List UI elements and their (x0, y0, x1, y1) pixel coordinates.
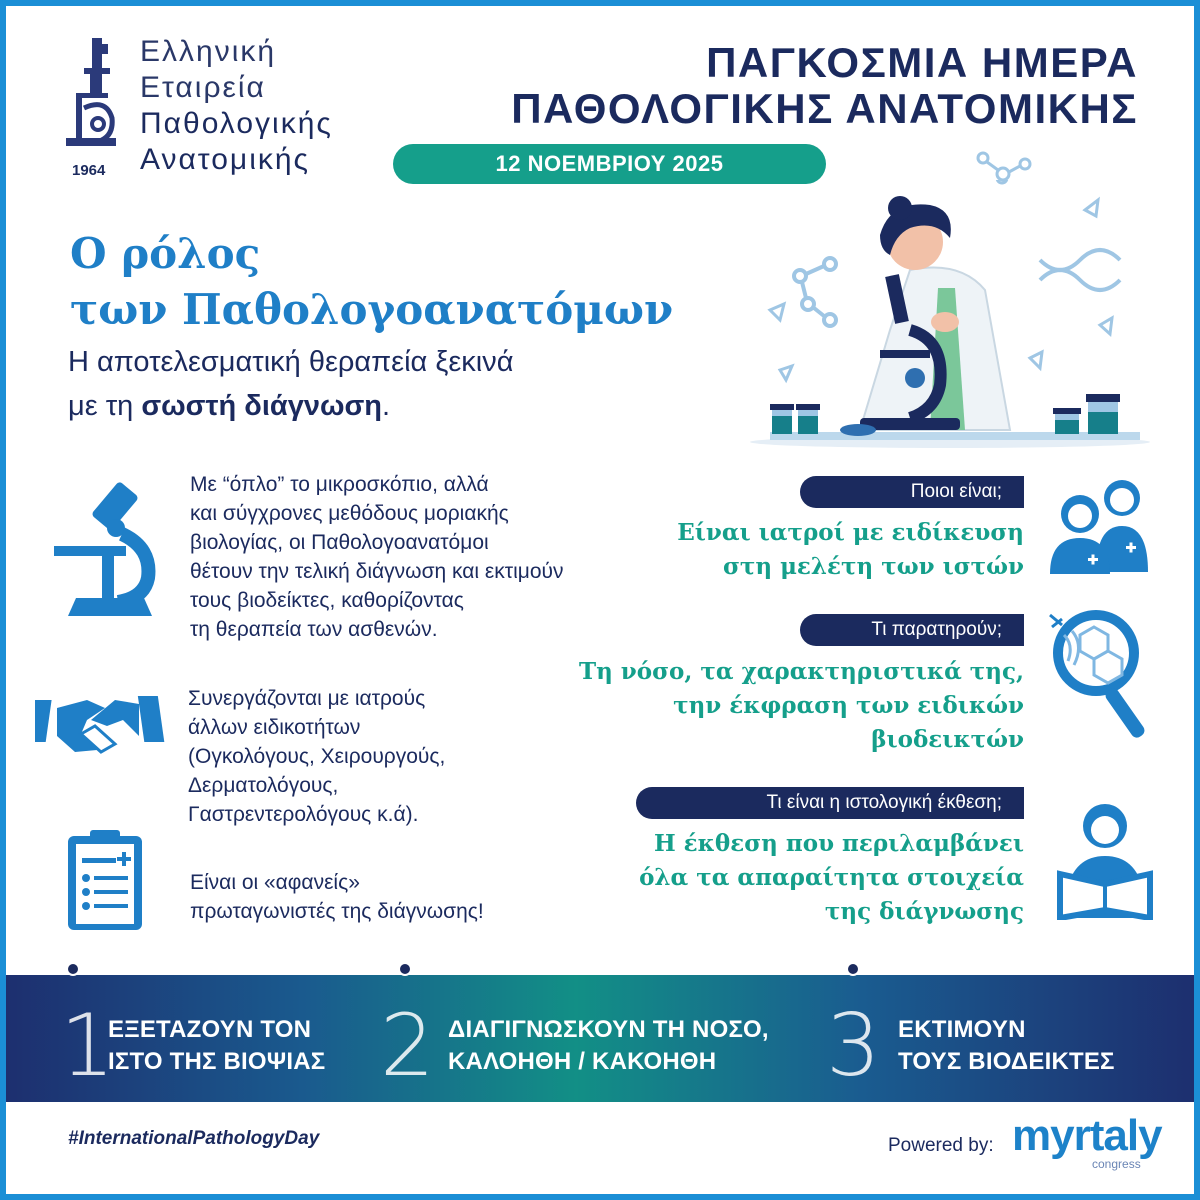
paragraph-line: Είναι οι «αφανείς» (190, 871, 360, 894)
handshake-icon (35, 690, 165, 760)
paragraph-line: Με “όπλο” το μικροσκόπιο, αλλά (190, 473, 489, 496)
answer-line: Τη νόσο, τα χαρακτηριστικά της, (578, 658, 1024, 685)
scientist-illustration (740, 180, 1160, 450)
logo-line: Ανατομικής (140, 143, 311, 176)
paragraph-line: θέτουν την τελική διάγνωση και εκτιμούν (190, 560, 564, 583)
answer-text (554, 655, 1024, 757)
logo-text (140, 34, 333, 178)
logo-year: 1964 (72, 162, 106, 179)
title-line-1: ΠΑΓΚΟΣΜΙΑ ΗΜΕΡΑ (706, 39, 1138, 86)
step-line: ΔΙΑΓΙΓΝΩΣΚΟΥΝ ΤΗ ΝΟΣΟ, (448, 1016, 769, 1043)
tagline-bold: σωστή διάγνωση (141, 390, 383, 422)
logo-line: Εταιρεία (140, 71, 266, 104)
question-badge: Τι παρατηρούν; (800, 614, 1024, 646)
headline (70, 226, 673, 338)
step-line: ΚΑΛΟΗΘΗ / ΚΑΚΟΗΘΗ (448, 1048, 717, 1075)
step-marker-dot (66, 962, 80, 976)
title-line-2: ΠΑΘΟΛΟΓΙΚΗΣ ΑΝΑΤΟΜΙΚΗΣ (511, 85, 1138, 132)
step-text (898, 1014, 1148, 1078)
powered-by-label: Powered by: (888, 1135, 994, 1156)
answer-line: την έκφραση των ειδικών (673, 692, 1024, 719)
step-number: 1 (60, 996, 115, 1096)
paragraph-line: (Ογκολόγους, Χειρουργούς, (188, 745, 446, 768)
collaboration-paragraph (188, 684, 538, 829)
step-text (108, 1014, 368, 1078)
tagline-text: με τη (68, 390, 142, 422)
sponsor-logo-sub: congress (1092, 1157, 1141, 1171)
step-line: ΤΟΥΣ ΒΙΟΔΕΙΚΤΕΣ (898, 1048, 1115, 1075)
clipboard-icon (66, 828, 144, 932)
tagline-line-1: Η αποτελεσματική θεραπεία ξεκινά (68, 346, 514, 378)
paragraph-line: τους βιοδείκτες, καθορίζοντας (190, 589, 464, 612)
sponsor-logo: myrtaly (1012, 1111, 1162, 1160)
society-logo (62, 32, 362, 192)
doctors-icon (1040, 474, 1160, 576)
answer-line: στη μελέτη των ιστών (722, 553, 1024, 580)
headline-line-2: των Παθολογοανατόμων (70, 285, 674, 334)
molecule-icon (975, 150, 1035, 190)
step-line: ΙΣΤΟ ΤΗΣ ΒΙΟΨΙΑΣ (108, 1048, 326, 1075)
answer-line: όλα τα απαραίτητα στοιχεία (639, 864, 1024, 891)
step-marker-dot (398, 962, 412, 976)
tagline-line-2 (68, 384, 514, 428)
paragraph-line: βιολογίας, οι Παθολογοανατόμοι (190, 531, 489, 554)
question-badge: Ποιοι είναι; (800, 476, 1024, 508)
answer-line: της διάγνωσης (824, 898, 1024, 925)
paragraph-line: Συνεργάζονται με ιατρούς (188, 687, 426, 710)
answer-line: Η έκθεση που περιλαμβάνει (653, 830, 1024, 857)
paragraph-line: πρωταγωνιστές της διάγνωσης! (190, 900, 484, 923)
microscope-icon (52, 478, 162, 618)
step-number: 2 (380, 996, 435, 1096)
answer-line: Είναι ιατροί με ειδίκευση (677, 519, 1024, 546)
paragraph-line: άλλων ειδικοτήτων (188, 716, 361, 739)
magnifier-icon (1044, 605, 1156, 755)
step-text (448, 1014, 798, 1078)
step-marker-dot (846, 962, 860, 976)
paragraph-line: Γαστρεντερολόγους κ.ά). (188, 803, 419, 826)
step-number: 3 (826, 996, 881, 1096)
step-line: ΕΞΕΤΑΖΟΥΝ ΤΟΝ (108, 1016, 312, 1043)
question-badge: Τι είναι η ιστολογική έκθεση; (636, 787, 1024, 819)
headline-line-1: Ο ρόλος (70, 229, 261, 278)
hashtag: #InternationalPathologyDay (68, 1128, 320, 1149)
paragraph-line: Δερματολόγους, (188, 774, 339, 797)
logo-line: Ελληνική (140, 35, 277, 68)
reader-icon (1050, 800, 1160, 920)
tagline-end: . (382, 390, 391, 422)
paragraph-line: τη θεραπεία των ασθενών. (190, 618, 438, 641)
answer-line: βιοδεικτών (871, 726, 1024, 753)
step-line: ΕΚΤΙΜΟΥΝ (898, 1016, 1026, 1043)
paragraph-line: και σύγχρονες μεθόδους μοριακής (190, 502, 509, 525)
logo-microscope-icon (62, 38, 122, 168)
answer-text (604, 827, 1024, 929)
answer-text (564, 516, 1024, 584)
tagline (68, 340, 514, 428)
unseen-heroes-paragraph (190, 868, 570, 926)
page-title (378, 40, 1138, 132)
logo-line: Παθολογικής (140, 107, 333, 140)
date-badge: 12 ΝΟΕΜΒΡΙΟΥ 2025 (393, 144, 826, 184)
